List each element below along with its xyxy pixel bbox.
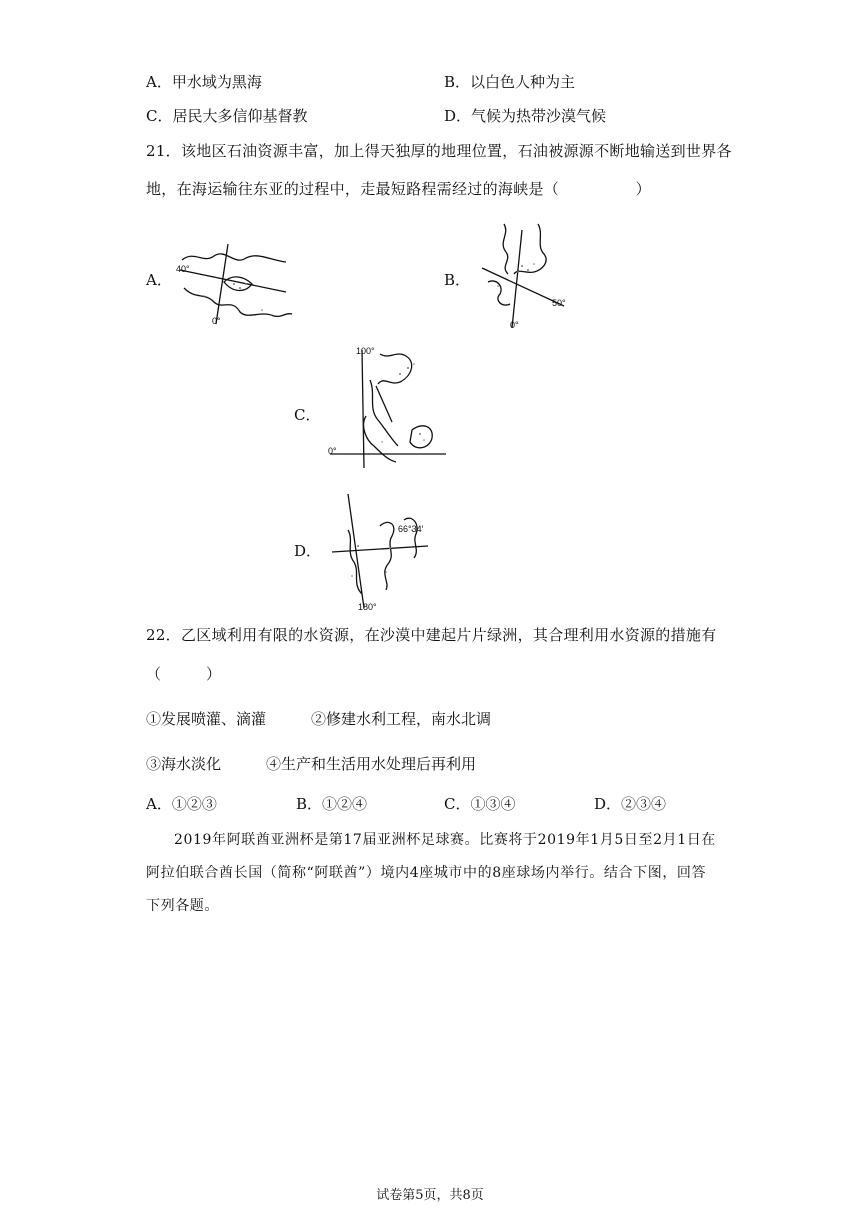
q21-stem-line1: 21．该地区石油资源丰富，加上得天独厚的地理位置，石油被源源不断地输送到世界各 xyxy=(146,142,732,160)
q21-stem-line2: 地，在海运输往东亚的过程中，走最短路程需经过的海峡是（ ） xyxy=(146,180,651,198)
q21-option-d-letter: D． xyxy=(294,542,322,560)
option-text: ①②④ xyxy=(322,795,368,813)
strait-map-b-svg xyxy=(478,220,578,336)
latitude-label: 40° xyxy=(176,264,190,274)
longitude-label: 0° xyxy=(212,316,221,326)
option-letter: D． xyxy=(444,107,472,125)
q20-option-b xyxy=(444,72,575,92)
option-letter: A． xyxy=(146,73,172,91)
q21-option-b-letter: B． xyxy=(444,271,471,289)
q21-option-a-letter: A． xyxy=(146,271,172,289)
option-text: ①②③ xyxy=(171,795,217,813)
strait-map-a xyxy=(174,240,294,332)
option-letter: C． xyxy=(146,107,173,125)
q22-option-a xyxy=(146,794,217,814)
option-text: ①③④ xyxy=(470,795,516,813)
option-letter: B． xyxy=(296,795,323,813)
q22-items-line2: ③海水淡化 ④生产和生活用水处理后再利用 xyxy=(146,755,477,773)
q20-option-c xyxy=(146,106,308,126)
q20-option-a xyxy=(146,72,262,92)
option-text: ②③④ xyxy=(621,795,667,813)
strait-map-b xyxy=(478,220,578,336)
longitude-label: 180° xyxy=(358,602,377,612)
q21-option-c-letter: C． xyxy=(294,406,321,424)
option-letter: B． xyxy=(444,73,471,91)
strait-map-c-svg xyxy=(326,346,450,474)
strait-map-d xyxy=(328,490,444,614)
q22-option-d xyxy=(594,794,666,814)
strait-map-a-svg xyxy=(174,240,294,332)
option-text: 居民大多信仰基督教 xyxy=(172,107,308,125)
option-letter: A． xyxy=(146,795,172,813)
latitude-label: 0° xyxy=(328,446,337,456)
latitude-label: 66°34′ xyxy=(398,524,424,534)
passage-text: 2019年阿联酋亚洲杯是第17届亚洲杯足球赛。比赛将于2019年1月5日至2月1日在阿拉伯联合酋长国（简称“阿联酋”）境内4座城市中的8座球场内举行。结合下图，回答下列各题。 xyxy=(146,832,716,914)
longitude-label: 100° xyxy=(356,346,375,356)
option-text: 气候为热带沙漠气候 xyxy=(471,107,607,125)
strait-map-c xyxy=(326,346,450,474)
option-text: 以白色人种为主 xyxy=(470,73,576,91)
strait-map-d-svg xyxy=(328,490,444,614)
latitude-label: 50° xyxy=(552,298,566,308)
q22-stem-line2: （ ） xyxy=(146,665,222,683)
q22-items-line1: ①发展喷灌、滴灌 ②修建水利工程，南水北调 xyxy=(146,710,492,728)
page-footer: 试卷第5页，共8页 xyxy=(376,1188,484,1203)
longitude-label: 0° xyxy=(510,320,519,330)
q20-option-d xyxy=(444,106,606,126)
option-text: 甲水域为黑海 xyxy=(171,73,262,91)
q22-option-c xyxy=(444,794,516,814)
q22-option-b xyxy=(296,794,367,814)
q22-stem-line1: 22．乙区域利用有限的水资源，在沙漠中建起片片绿洲，其合理利用水资源的措施有 xyxy=(146,626,717,644)
option-letter: C． xyxy=(444,795,471,813)
option-letter: D． xyxy=(594,795,622,813)
